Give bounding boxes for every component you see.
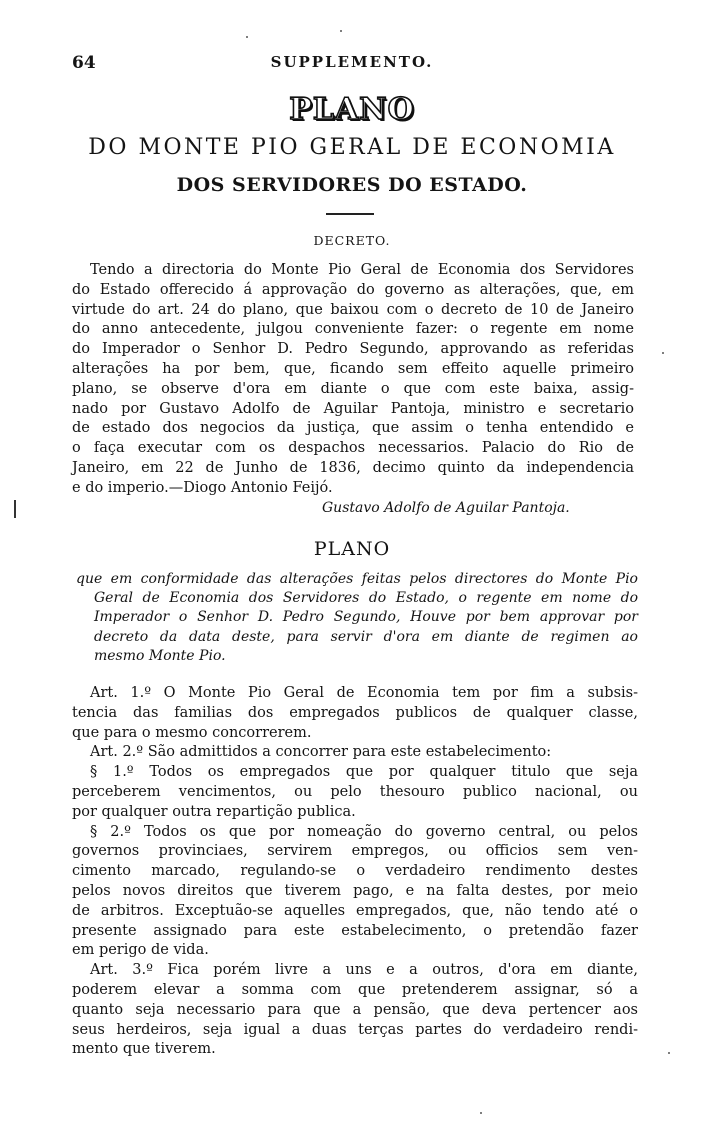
running-title: SUPPLEMENTO. (270, 53, 434, 71)
ink-speck (668, 1052, 670, 1054)
decree-line: de estado dos negocios da justiça, que assim o tenha entendido e (72, 420, 634, 437)
article-line: Art. 2.º São admittidos a concorrer para este estabelecimento: (90, 744, 552, 761)
article-line: presente assignado para este estabelecimento, o pretendão fazer (72, 922, 638, 939)
margin-mark (14, 500, 16, 518)
decree-line: virtude do art. 24 do plano, que baixou com o decreto de 10 de Janeiro (72, 301, 634, 318)
plano-heading: PLANO (313, 538, 391, 560)
article-line: em perigo de vida. (72, 942, 209, 959)
page-number: 64 (72, 53, 96, 73)
document-title: PLANO (289, 92, 415, 127)
ink-speck (662, 352, 664, 354)
article-line: de arbitros. Exceptuão-se aquelles empregados, que, não tendo até o (72, 902, 638, 919)
decree-line: do anno antecedente, julgou conveniente fazer: o regente em nome (72, 321, 634, 338)
article-line: poderem elevar a somma com que pretenderem assignar, só a (72, 981, 638, 998)
decree-paragraph (72, 261, 634, 499)
decree-line: nado por Gustavo Adolfo de Aguilar Pantoja, ministro e secretario (72, 400, 634, 417)
article-line: Art. 3.º Fica porém livre a uns e a outros, d'ora em diante, (90, 962, 638, 979)
preamble-line: mesmo Monte Pio. (94, 647, 226, 664)
article-line: pelos novos direitos que tiverem pago, e na falta destes, por meio (72, 882, 638, 899)
decree-line: do Estado offerecido á approvação do governo as alterações, que, em (72, 281, 634, 298)
preamble-line: Imperador o Senhor D. Pedro Segundo, Houve por bem approvar por (94, 609, 638, 626)
ink-speck (340, 30, 342, 32)
article-line: Art. 1.º O Monte Pio Geral de Economia tem por fim a subsis- (90, 685, 638, 701)
decree-line: do Imperador o Senhor D. Pedro Segundo, approvando as referidas (72, 341, 634, 358)
article-line: § 2.º Todos os que por nomeação do governo central, ou pelos (90, 823, 638, 840)
article-line: cimento marcado, regulando-se o verdadeiro rendimento destes (72, 863, 638, 880)
article-line: perceberem vencimentos, ou pelo thesouro publico nacional, ou (72, 783, 638, 800)
ink-speck (480, 1112, 482, 1114)
preamble-line: que em conformidade das alterações feitas pelos directores do Monte Pio (76, 571, 638, 587)
ink-speck (246, 36, 248, 38)
running-header (72, 53, 632, 77)
plano-preamble (76, 570, 638, 666)
preamble-line: decreto da data deste, para servir d'ora em diante de regimen ao (94, 628, 638, 645)
articles-section (72, 684, 638, 1060)
article-line: tencia das familias dos empregados publicos de qualquer classe, (72, 704, 638, 721)
document-subtitle-line-1: DO MONTE PIO GERAL DE ECONOMIA (88, 135, 616, 160)
decree-line: e do imperio.—Diogo Antonio Feijó. (72, 479, 333, 496)
article-line: que para o mesmo concorrerem. (72, 724, 312, 741)
decree-line: plano, se observe d'ora em diante o que com este baixa, assig- (72, 380, 634, 397)
decree-heading: DECRETO. (313, 233, 391, 248)
decree-line: Janeiro, em 22 de Junho de 1836, decimo quinto da independencia (72, 459, 634, 476)
article-line: seus herdeiros, seja igual a duas terças partes do verdadeiro rendi- (72, 1021, 638, 1038)
article-line: § 1.º Todos os empregados que por qualquer titulo que seja (90, 764, 638, 781)
decree-signature: Gustavo Adolfo de Aguilar Pantoja. (322, 500, 570, 516)
decree-line: alterações ha por bem, que, ficando sem effeito aquelle primeiro (72, 360, 634, 377)
decree-line: o faça executar com os despachos necessarios. Palacio do Rio de (72, 440, 634, 457)
article-line: quanto seja necessario para que a pensão, que deva pertencer aos (72, 1001, 638, 1018)
section-divider (326, 213, 374, 215)
article-line: por qualquer outra repartição publica. (72, 803, 356, 820)
document-subtitle-line-2: DOS SERVIDORES DO ESTADO. (176, 174, 528, 196)
article-line: mento que tiverem. (72, 1041, 216, 1058)
preamble-line: Geral de Economia dos Servidores do Estado, o regente em nome do (94, 590, 638, 607)
decree-line: Tendo a directoria do Monte Pio Geral de Economia dos Servidores (90, 262, 634, 278)
article-line: governos provinciaes, servirem empregos, ou officios sem ven- (72, 843, 638, 860)
